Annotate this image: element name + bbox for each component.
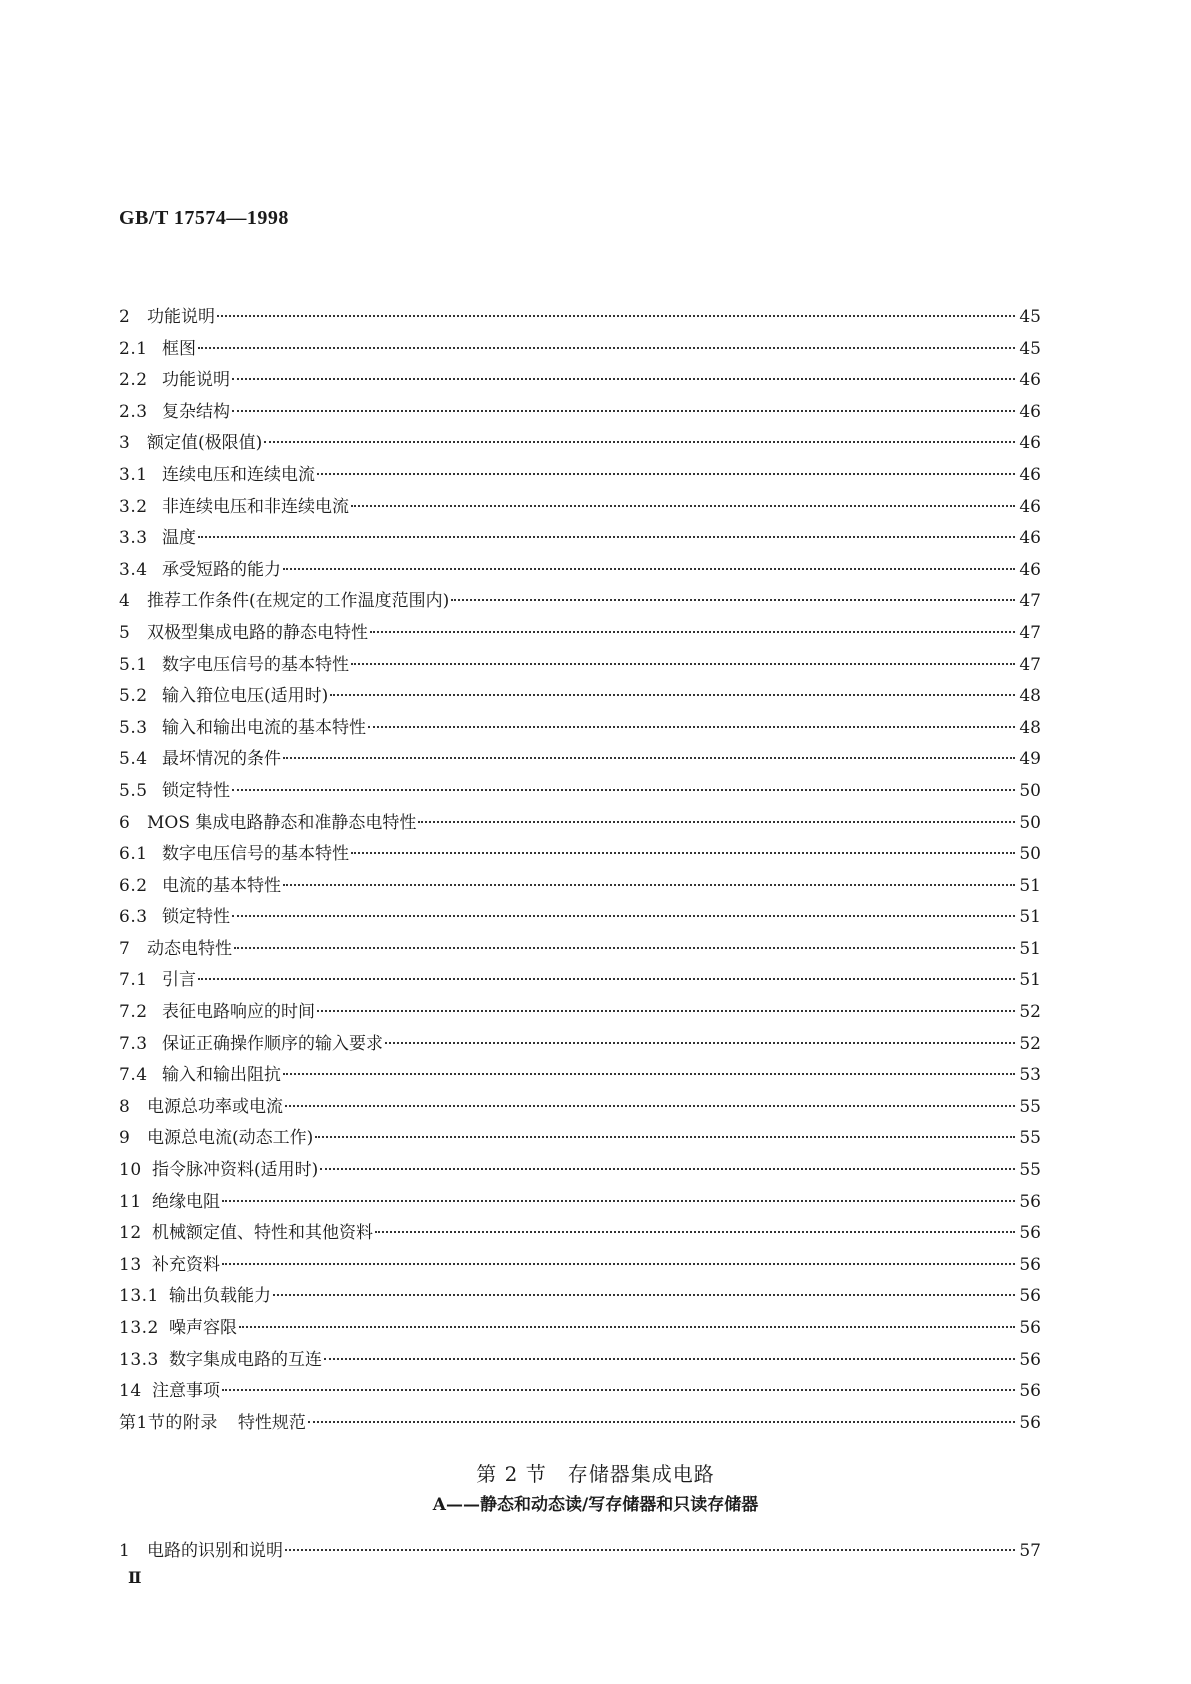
toc-entry: [119, 365, 1041, 397]
toc-entry-title: 电源总电流(动态工作): [147, 1128, 314, 1149]
toc-dot-leader: [351, 505, 1015, 507]
toc-entry-title: 功能说明: [162, 370, 230, 391]
toc-entry-page: 56: [1019, 1318, 1041, 1338]
toc-dot-leader: [283, 1073, 1015, 1075]
toc-entry-title: 保证正确操作顺序的输入要求: [162, 1033, 383, 1054]
toc-entry: [119, 1313, 1041, 1345]
toc-entry-title: 最坏情况的条件: [162, 749, 281, 770]
toc-entry: [119, 334, 1041, 366]
toc-entry-title: 复杂结构: [162, 401, 230, 422]
toc-entry-number: 11: [119, 1191, 142, 1212]
toc-dot-leader: [317, 473, 1015, 475]
toc-entry-number: 2.1: [119, 338, 148, 359]
toc-dot-leader: [198, 347, 1015, 349]
toc-entry: [119, 1187, 1041, 1219]
toc-entry-title: 输入和输出电流的基本特性: [162, 717, 366, 738]
toc-dot-leader: [239, 1326, 1015, 1328]
section-subheading: A——静态和动态读/写存储器和只读存储器: [432, 1495, 759, 1515]
toc-entry: [119, 1092, 1041, 1124]
toc-entry: [119, 1218, 1041, 1250]
toc-entry-title: 数字电压信号的基本特性: [162, 654, 349, 675]
toc-entry-title: 双极型集成电路的静态电特性: [147, 622, 368, 643]
toc-dot-leader: [330, 694, 1015, 696]
toc-entry-title: 表征电路响应的时间: [162, 1002, 315, 1023]
toc-entry-page: 46: [1019, 559, 1041, 580]
toc-entry-number: 6.2: [119, 875, 148, 896]
toc-entry-title: 承受短路的能力: [162, 559, 281, 580]
toc-entry-page: 50: [1019, 844, 1041, 865]
toc-entry-number: 2.3: [119, 401, 148, 422]
toc-entry: [119, 997, 1041, 1029]
toc-entry-title: 锁定特性: [162, 780, 230, 801]
toc-entry-page: 45: [1019, 338, 1041, 359]
toc-entry: [119, 965, 1041, 997]
toc-entry-page: 49: [1019, 749, 1041, 770]
toc-dot-leader: [232, 378, 1015, 380]
toc-entry-page: 46: [1019, 464, 1041, 485]
toc-entry: [119, 1123, 1041, 1155]
toc-dot-leader: [385, 1042, 1015, 1044]
toc-entry-title: 框图: [162, 338, 196, 359]
toc-entry-title: 输出负载能力: [169, 1286, 271, 1307]
toc-entry-title: 输入和输出阻抗: [162, 1065, 281, 1086]
toc-dot-leader: [368, 726, 1015, 728]
toc-entry-number: 5.4: [119, 749, 148, 770]
toc-dot-leader: [351, 663, 1015, 665]
toc-dot-leader: [232, 789, 1015, 791]
toc-entry-number: 5.5: [119, 780, 148, 801]
toc-entry-title: 连续电压和连续电流: [162, 464, 315, 485]
toc-dot-leader: [222, 1389, 1015, 1391]
toc-entry-page: 56: [1019, 1223, 1041, 1244]
toc-entry-number: 5.2: [119, 686, 148, 707]
toc-entry: [119, 839, 1041, 871]
toc-dot-leader: [283, 884, 1015, 886]
toc-entry-page: 50: [1019, 780, 1041, 801]
page-number: Ⅱ: [128, 1568, 142, 1587]
toc-entry: [119, 428, 1041, 460]
toc-entry: [119, 902, 1041, 934]
toc-dot-leader: [317, 1010, 1015, 1012]
toc-entry-page: 51: [1019, 938, 1041, 959]
toc-entry-page: 48: [1019, 686, 1041, 707]
toc-entry-title: 动态电特性: [147, 938, 232, 959]
toc-entry-page: 56: [1019, 1191, 1041, 1212]
toc-entry-title: 非连续电压和非连续电流: [162, 496, 349, 517]
toc-dot-leader: [285, 1105, 1015, 1107]
toc-entry-title: 推荐工作条件(在规定的工作温度范围内): [147, 591, 450, 612]
toc-entry-page: 55: [1019, 1128, 1041, 1149]
toc-entry: [119, 650, 1041, 682]
toc-entry-page: 47: [1019, 622, 1041, 643]
toc-entry-number: 2.2: [119, 370, 148, 391]
toc-entry: [119, 1250, 1041, 1282]
toc-entry-number: 3.4: [119, 559, 148, 580]
toc-entry-number: 1: [119, 1541, 131, 1561]
toc-entry-page: 53: [1019, 1065, 1041, 1086]
toc-entry-number: 7.3: [119, 1033, 148, 1054]
toc-dot-leader: [283, 757, 1015, 759]
toc-entry: [119, 871, 1041, 903]
toc-dot-leader: [285, 1549, 1015, 1551]
toc-entry-page: 56: [1019, 1349, 1041, 1370]
toc-entry: [119, 1281, 1041, 1313]
toc-entry: [119, 302, 1041, 334]
toc-entry-page: 51: [1019, 907, 1041, 928]
toc-entry-number: 5.1: [119, 654, 148, 675]
toc-entry-number: 7.2: [119, 1002, 148, 1023]
toc-entry-title: 额定值(极限值): [147, 433, 263, 454]
toc-entry-title: 机械额定值、特性和其他资料: [152, 1223, 373, 1244]
toc-dot-leader: [217, 315, 1015, 317]
toc-entry-title: 数字集成电路的互连: [169, 1349, 322, 1370]
toc-entry-number: 12: [119, 1223, 142, 1244]
toc-entry-page: 55: [1019, 1096, 1041, 1117]
toc-entry-page: 56: [1019, 1286, 1041, 1307]
toc-entry: [119, 492, 1041, 524]
toc-entry-title: 电流的基本特性: [162, 875, 281, 896]
toc-entry-title: 温度: [162, 528, 196, 549]
toc-entry-page: 56: [1019, 1381, 1041, 1402]
toc-entry-page: 55: [1019, 1160, 1041, 1181]
toc-dot-leader: [198, 536, 1015, 538]
toc-dot-leader: [232, 915, 1015, 917]
toc-entry: [119, 1345, 1041, 1377]
toc-entry-page: 46: [1019, 401, 1041, 422]
toc-entry-page: 52: [1019, 1033, 1041, 1054]
toc-entry-number: 8: [119, 1096, 131, 1117]
toc-dot-leader: [222, 1200, 1015, 1202]
toc-entry-number: 13: [119, 1254, 142, 1275]
toc-entry-title: 锁定特性: [162, 907, 230, 928]
toc-dot-leader: [234, 947, 1015, 949]
toc-entry-title: 特性规范: [237, 1412, 306, 1433]
toc-entry: [119, 744, 1041, 776]
toc-entry: [119, 555, 1041, 587]
toc-entry-page: 51: [1019, 875, 1041, 896]
toc-dot-leader: [324, 1358, 1015, 1360]
toc-entry: [119, 808, 1041, 840]
toc-dot-leader: [320, 1168, 1015, 1170]
toc-entry: [119, 1155, 1041, 1187]
toc-entry-number: 6: [119, 812, 131, 833]
toc-entry-title: 噪声容限: [169, 1318, 237, 1338]
toc-entry-title: 引言: [162, 970, 196, 991]
toc-entry-title: 补充资料: [152, 1254, 220, 1275]
toc-entry-number: 4: [119, 591, 131, 612]
table-of-contents: [119, 302, 1041, 1439]
toc-dot-leader: [418, 821, 1015, 823]
toc-entry: [119, 934, 1041, 966]
toc-entry: [119, 1060, 1041, 1092]
toc-entry: [119, 460, 1041, 492]
toc-entry: [119, 523, 1041, 555]
document-code: GB/T 17574—1998: [119, 207, 289, 229]
toc-entry-page: 46: [1019, 496, 1041, 517]
toc-entry: [119, 776, 1041, 808]
toc-dot-leader: [232, 410, 1015, 412]
toc-entry-page: 46: [1019, 433, 1041, 454]
toc-entry-page: 57: [1019, 1541, 1041, 1561]
toc-entry-title: 指令脉冲资料(适用时): [152, 1160, 319, 1181]
toc-entry-number: 5: [119, 622, 131, 643]
toc-entry: [119, 681, 1041, 713]
toc-entry-page: 47: [1019, 591, 1041, 612]
toc-entry-number: 5.3: [119, 717, 148, 738]
toc-entry-number: 13.1: [119, 1286, 159, 1307]
toc-entry: [119, 1376, 1041, 1408]
toc-entry-page: 56: [1019, 1254, 1041, 1275]
toc-dot-leader: [370, 631, 1015, 633]
toc-entry-number: 10: [119, 1160, 142, 1181]
toc-entry-title: 电路的识别和说明: [147, 1541, 283, 1561]
toc-entry-page: 56: [1019, 1412, 1041, 1433]
toc-dot-leader: [375, 1231, 1015, 1233]
toc-entry-number: 13.2: [119, 1318, 159, 1338]
toc-entry-title: MOS 集成电路静态和准静态电特性: [147, 812, 417, 833]
toc-entry-page: 46: [1019, 370, 1041, 391]
toc-entry-number: 14: [119, 1381, 142, 1402]
toc-entry-title: 电源总功率或电流: [147, 1096, 283, 1117]
toc-entry-number: 7: [119, 938, 131, 959]
toc-entry-number: 6.3: [119, 907, 148, 928]
toc-dot-leader: [308, 1421, 1015, 1423]
toc-entry-page: 48: [1019, 717, 1041, 738]
toc-entry-page: 47: [1019, 654, 1041, 675]
toc-entry-title: 绝缘电阻: [152, 1191, 220, 1212]
toc-dot-leader: [283, 568, 1015, 570]
toc-entry: [119, 1029, 1041, 1061]
toc-entry: [119, 586, 1041, 618]
toc-entry-title: 注意事项: [152, 1381, 220, 1402]
table-of-contents-section-2: [119, 1536, 1041, 1568]
toc-entry-title: 功能说明: [147, 307, 215, 327]
toc-entry-title: 输入箝位电压(适用时): [162, 686, 329, 707]
toc-entry-page: 46: [1019, 528, 1041, 549]
toc-entry-number: 7.4: [119, 1065, 148, 1086]
toc-entry-number: 第1节的附录: [119, 1412, 218, 1433]
toc-entry-number: 3.1: [119, 464, 148, 485]
toc-entry-number: 2: [119, 307, 131, 327]
toc-entry-number: 3.2: [119, 496, 148, 517]
toc-dot-leader: [222, 1263, 1015, 1265]
toc-entry-page: 50: [1019, 812, 1041, 833]
toc-entry-number: 6.1: [119, 844, 148, 865]
toc-entry-number: 3.3: [119, 528, 148, 549]
toc-entry-page: 52: [1019, 1002, 1041, 1023]
toc-dot-leader: [315, 1136, 1015, 1138]
toc-entry: [119, 713, 1041, 745]
toc-entry: [119, 397, 1041, 429]
toc-entry: [119, 1536, 1041, 1568]
toc-entry-number: 3: [119, 433, 131, 454]
toc-dot-leader: [451, 599, 1015, 601]
toc-entry-title: 数字电压信号的基本特性: [162, 844, 349, 865]
toc-dot-leader: [351, 852, 1015, 854]
toc-entry-page: 51: [1019, 970, 1041, 991]
toc-entry-number: 7.1: [119, 970, 148, 991]
toc-dot-leader: [273, 1294, 1015, 1296]
toc-entry-number: 13.3: [119, 1349, 159, 1370]
toc-entry-number: 9: [119, 1128, 131, 1149]
toc-entry: [119, 618, 1041, 650]
toc-entry-page: 45: [1019, 307, 1041, 327]
toc-dot-leader: [198, 978, 1015, 980]
toc-entry: [119, 1408, 1041, 1440]
section-heading: 第 2 节 存储器集成电路: [476, 1462, 715, 1486]
toc-dot-leader: [264, 441, 1015, 443]
